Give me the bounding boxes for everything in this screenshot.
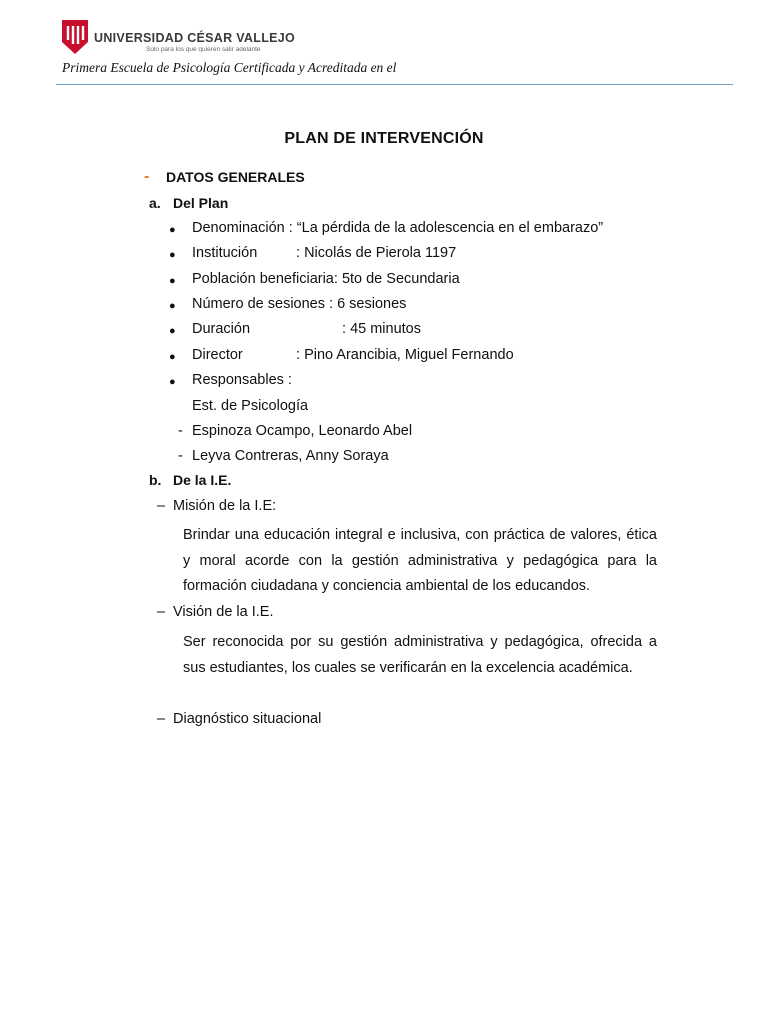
list-item (169, 272, 176, 288)
responsable-name: Espinoza Ocampo, Leonardo Abel (192, 423, 413, 439)
bullet-icon: ● (169, 300, 176, 312)
university-logo-icon (62, 20, 88, 54)
item-key: Director (192, 347, 243, 363)
list-item (296, 245, 456, 261)
item-value: “La pérdida de la adolescencia en el embarazo” (296, 220, 604, 236)
list-item (342, 321, 421, 337)
item-value: Nicolás de Pierola 1197 (304, 245, 457, 261)
list-item (169, 221, 176, 237)
bullet-icon: ● (169, 376, 176, 388)
item-separator: : (296, 245, 305, 261)
mision-label: Misión de la I.E: (173, 498, 277, 514)
list-item (192, 372, 292, 388)
bullet-icon: ● (169, 249, 176, 261)
list-item (296, 347, 514, 363)
list-item (169, 246, 176, 262)
section-dash-icon: - (144, 168, 150, 185)
item-key: Institución (192, 245, 258, 261)
item-key: Población beneficiaria (192, 271, 334, 287)
item-separator: : (342, 321, 351, 337)
item-value: 6 sesiones (337, 296, 407, 312)
item-separator: : (284, 220, 297, 236)
vision-text: Ser reconocida por su gestión administrativa y pedagógica, ofrecida a sus estudiantes, los cuales se verificarán en la excelencia académica. (183, 634, 657, 676)
dash-icon: – (157, 498, 166, 514)
dash-icon: - (178, 448, 183, 464)
subsection-heading-plan: Del Plan (173, 195, 229, 211)
header-divider (56, 84, 733, 85)
university-name: UNIVERSIDAD CÉSAR VALLEJO (94, 31, 296, 45)
item-key: Denominación (192, 220, 285, 236)
item-key: Responsables (192, 372, 284, 388)
item-separator: : (296, 347, 305, 363)
diagnostico-label: Diagnóstico situacional (173, 711, 322, 727)
subsection-heading-ie: De la I.E. (173, 472, 232, 488)
item-key: Número de sesiones (192, 296, 325, 312)
bullet-icon: ● (169, 275, 176, 287)
item-value: 5to de Secundaria (341, 271, 460, 287)
list-item (192, 271, 460, 287)
item-value: 45 minutos (350, 321, 421, 337)
item-separator: : (333, 271, 342, 287)
dash-icon: – (157, 604, 166, 620)
list-item (169, 348, 176, 364)
responsables-intro: Est. de Psicología (192, 398, 309, 414)
item-separator: : (283, 372, 292, 388)
dash-icon: – (157, 711, 166, 727)
list-item (169, 297, 176, 313)
item-separator: : (325, 296, 338, 312)
bullet-icon: ● (169, 325, 176, 337)
document-title: PLAN DE INTERVENCIÓN (284, 130, 484, 147)
list-item (192, 296, 406, 312)
subsection-letter-b: b. (149, 472, 162, 488)
list-item (192, 321, 250, 337)
list-item (192, 347, 243, 363)
responsable-name: Leyva Contreras, Anny Soraya (192, 448, 389, 464)
bullet-icon: ● (169, 224, 176, 236)
list-item (192, 220, 603, 236)
list-item (169, 373, 176, 389)
list-item (169, 322, 176, 338)
university-slogan: Solo para los que quieren salir adelante (146, 46, 261, 53)
subsection-letter-a: a. (149, 195, 161, 211)
dash-icon: - (178, 423, 183, 439)
section-heading: DATOS GENERALES (166, 169, 305, 185)
item-value: Pino Arancibia, Miguel Fernando (304, 347, 514, 363)
header-subtitle: Primera Escuela de Psicología Certificada y Acreditada en el (62, 60, 397, 75)
item-key: Duración (192, 321, 251, 337)
bullet-icon: ● (169, 351, 176, 363)
list-item (192, 245, 257, 261)
mision-text: Brindar una educación integral e inclusiva, con práctica de valores, ética y moral acorde con la gestión administrativa y pedagógica para la formación ciudadana y conciencia ambiental de los educandos. (183, 527, 657, 594)
vision-label: Visión de la I.E. (173, 604, 274, 620)
